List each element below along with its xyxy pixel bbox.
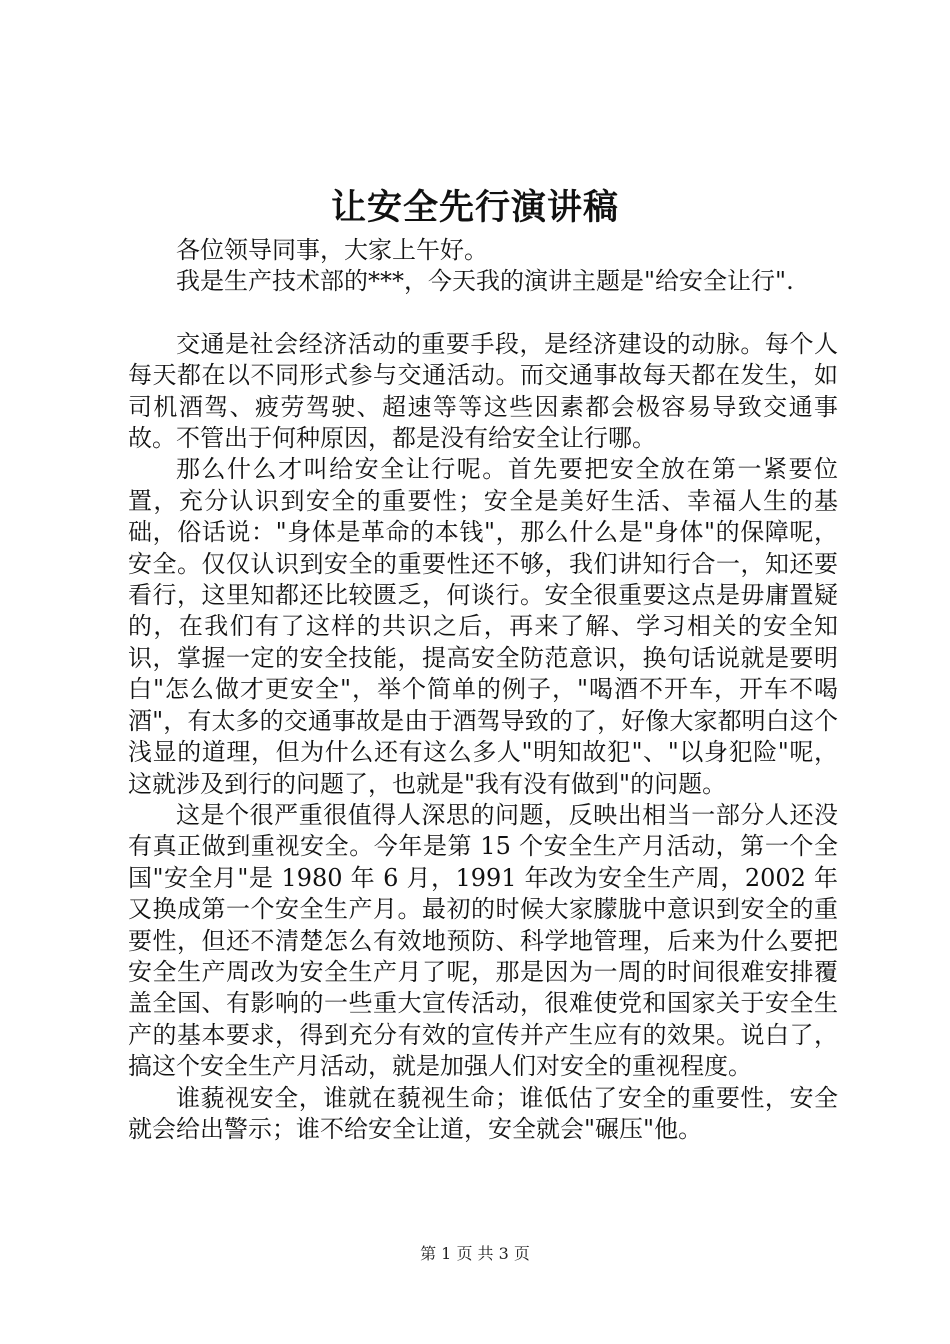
paragraph-traffic: 交通是社会经济活动的重要手段，是经济建设的动脉。每个人每天都在以不同形式参与交通活动。而交通事故每天都在发生，如司机酒驾、疲劳驾驶、超速等等这些因素都会极容易导致交通事故。不管出于何种原因，都是没有给安全让行哪。 — [128, 329, 838, 453]
document-body — [128, 235, 838, 1145]
page-footer: 第 1 页 共 3 页 — [420, 1244, 530, 1263]
paragraph-safety-month: 这是个很严重很值得人深思的问题，反映出相当一部分人还没有真正做到重视安全。今年是第 15 个安全生产月活动，第一个全国"安全月"是 1980 年 6 月，1991 年改为安全生产周，2002 年又换成第一个安全生产月。最初的时候大家朦胧中意识到安全的重要性，但还不清楚怎么有效地预防、科学地管理，后来为什么要把安全生产周改为安全生产月了呢，那是因为一周的时间很难安排覆盖全国、有影响的一些重大宣传活动，很难使党和国家关于安全生产的基本要求，得到充分有效的宣传并产生应有的效果。说白了，搞这个安全生产月活动，就是加强人们对安全的重视程度。 — [128, 800, 838, 1081]
document-title: 让安全先行演讲稿 — [330, 187, 619, 228]
paragraph-greeting: 各位领导同事，大家上午好。 — [176, 236, 488, 264]
paragraph-introduction: 我是生产技术部的***，今天我的演讲主题是"给安全让行". — [176, 267, 794, 296]
paragraph-warning: 谁藐视安全，谁就在藐视生命；谁低估了安全的重要性，安全就会给出警示；谁不给安全让道，安全就会"碾压"他。 — [128, 1083, 838, 1143]
paragraph-safety-first: 那么什么才叫给安全让行呢。首先要把安全放在第一紧要位置，充分认识到安全的重要性；安全是美好生活、幸福人生的基础，俗话说："身体是革命的本钱"，那么什么是"身体"的保障呢，安全。仅仅认识到安全的重要性还不够，我们讲知行合一，知还要看行，这里知都还比较匮乏，何谈行。安全很重要这点是毋庸置疑的，在我们有了这样的共识之后，再来了解、学习相关的安全知识，掌握一定的安全技能，提高安全防范意识，换句话说就是要明白"怎么做才更安全"，举个简单的例子，"喝酒不开车，开车不喝酒"，有太多的交通事故是由于酒驾导致的了，好像大家都明白这个浅显的道理，但为什么还有这么多人"明知故犯"、"以身犯险"呢，这就涉及到行的问题了，也就是"我有没有做到"的问题。 — [128, 455, 838, 798]
